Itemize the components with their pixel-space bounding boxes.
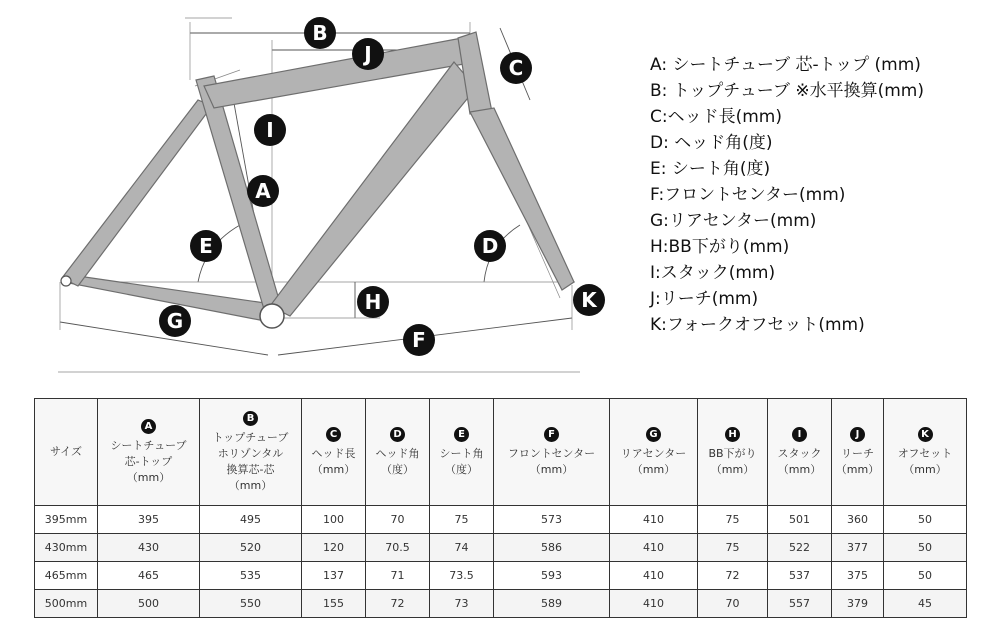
table-cell: 73: [430, 590, 494, 618]
table-cell: 379: [832, 590, 884, 618]
table-cell: 45: [884, 590, 967, 618]
header-label: ヘッド長 （mm）: [311, 447, 356, 476]
header-badge: G: [646, 427, 661, 442]
table-row: [35, 590, 967, 618]
table-cell: 50: [884, 506, 967, 534]
legend-item-e: E: シート角(度): [650, 159, 771, 179]
table-row: [35, 562, 967, 590]
table-header-cell: [768, 399, 832, 506]
table-header-cell: [302, 399, 366, 506]
table-cell: 74: [430, 534, 494, 562]
table-cell: 430mm: [35, 534, 98, 562]
svg-text:H: H: [364, 290, 382, 314]
table-cell: 520: [200, 534, 302, 562]
table-cell: 395: [98, 506, 200, 534]
table-cell: 70: [366, 506, 430, 534]
header-label: ヘッド角 （度）: [375, 447, 420, 476]
badge-d: [474, 230, 506, 262]
table-cell: 522: [768, 534, 832, 562]
svg-text:C: C: [508, 56, 524, 80]
table-header-cell: [832, 399, 884, 506]
table-cell: 137: [302, 562, 366, 590]
table-cell: 75: [698, 506, 768, 534]
table-cell: 395mm: [35, 506, 98, 534]
table-cell: 550: [200, 590, 302, 618]
legend-item-c: C:ヘッド長(mm): [650, 107, 782, 127]
header-label: トップチューブ ホリゾンタル 換算芯-芯 （mm）: [212, 431, 289, 492]
svg-text:D: D: [481, 234, 499, 258]
header-label: シートチューブ 芯-トップ （mm）: [110, 439, 187, 484]
legend-item-i: I:スタック(mm): [650, 263, 776, 283]
header-label: オフセット （mm）: [897, 447, 953, 476]
legend-item-j: J:リーチ(mm): [650, 289, 759, 309]
header-badge: E: [454, 427, 469, 442]
table-header-cell: [200, 399, 302, 506]
header-badge: A: [141, 419, 156, 434]
header-label: スタック （mm）: [777, 447, 822, 476]
table-cell: 537: [768, 562, 832, 590]
badge-b: [304, 17, 336, 49]
badge-e: [190, 230, 222, 262]
table-cell: 501: [768, 506, 832, 534]
table-cell: 465mm: [35, 562, 98, 590]
legend-item-b: B: トップチューブ ※水平換算(mm): [650, 81, 924, 101]
table-header-cell: [698, 399, 768, 506]
table-header-cell: [494, 399, 610, 506]
svg-text:F: F: [412, 328, 426, 352]
svg-text:E: E: [199, 234, 213, 258]
badge-f: [403, 324, 435, 356]
table-cell: 155: [302, 590, 366, 618]
svg-text:J: J: [364, 42, 372, 66]
table-cell: 500mm: [35, 590, 98, 618]
header-label: BB下がり （mm）: [708, 447, 757, 476]
badge-g: [159, 305, 191, 337]
badge-k: [573, 284, 605, 316]
table-cell: 73.5: [430, 562, 494, 590]
table-cell: 557: [768, 590, 832, 618]
table-header-row: [35, 399, 967, 506]
header-badge: H: [725, 427, 740, 442]
header-badge: I: [792, 427, 807, 442]
table-cell: 586: [494, 534, 610, 562]
table-header-cell: [430, 399, 494, 506]
table-cell: 360: [832, 506, 884, 534]
table-cell: 410: [610, 590, 698, 618]
table-cell: 410: [610, 562, 698, 590]
table-row: [35, 534, 967, 562]
table-header-cell: [610, 399, 698, 506]
table-cell: 70: [698, 590, 768, 618]
legend-item-k: K:フォークオフセット(mm): [650, 315, 865, 335]
table-cell: 71: [366, 562, 430, 590]
header-label: リーチ （mm）: [835, 447, 880, 476]
header-label: フロントセンター （mm）: [507, 447, 596, 476]
table-cell: 430: [98, 534, 200, 562]
table-cell: 465: [98, 562, 200, 590]
header-badge: K: [918, 427, 933, 442]
table-cell: 72: [366, 590, 430, 618]
header-badge: D: [390, 427, 405, 442]
table-header-cell: [35, 399, 98, 506]
table-cell: 377: [832, 534, 884, 562]
header-badge: B: [243, 411, 258, 426]
table-header-cell: [98, 399, 200, 506]
badge-j: [352, 38, 384, 70]
table-cell: 72: [698, 562, 768, 590]
table-row: [35, 506, 967, 534]
bike-frame: [61, 32, 574, 328]
header-badge: J: [850, 427, 865, 442]
table-cell: 500: [98, 590, 200, 618]
header-label: リアセンター （mm）: [620, 447, 687, 476]
badge-c: [500, 52, 532, 84]
header-label: シート角 （度）: [439, 447, 484, 476]
badge-a: [247, 175, 279, 207]
svg-text:G: G: [166, 309, 184, 333]
header-badge: C: [326, 427, 341, 442]
badge-i: [254, 114, 286, 146]
table-cell: 410: [610, 506, 698, 534]
svg-text:A: A: [255, 179, 271, 203]
svg-text:B: B: [312, 21, 328, 45]
dimension-legend: [650, 52, 924, 338]
table-cell: 593: [494, 562, 610, 590]
table-cell: 410: [610, 534, 698, 562]
legend-item-g: G:リアセンター(mm): [650, 211, 817, 231]
svg-text:I: I: [266, 118, 274, 142]
table-cell: 535: [200, 562, 302, 590]
svg-text:K: K: [581, 288, 597, 312]
table-header-cell: [884, 399, 967, 506]
table-cell: 573: [494, 506, 610, 534]
table-cell: 120: [302, 534, 366, 562]
table-cell: 495: [200, 506, 302, 534]
table-cell: 589: [494, 590, 610, 618]
table-cell: 50: [884, 534, 967, 562]
header-badge: F: [544, 427, 559, 442]
table-header-cell: [366, 399, 430, 506]
table-cell: 75: [698, 534, 768, 562]
table-cell: 75: [430, 506, 494, 534]
table-cell: 375: [832, 562, 884, 590]
frame-geometry-diagram: [0, 0, 640, 380]
legend-item-h: H:BB下がり(mm): [650, 237, 790, 257]
table-cell: 100: [302, 506, 366, 534]
badge-h: [357, 286, 389, 318]
legend-item-d: D: ヘッド角(度): [650, 133, 773, 153]
geometry-table: [34, 398, 967, 618]
legend-item-f: F:フロントセンター(mm): [650, 185, 846, 205]
table-cell: 70.5: [366, 534, 430, 562]
table-body: [35, 506, 967, 618]
legend-item-a: A: シートチューブ 芯-トップ (mm): [650, 55, 921, 75]
table-cell: 50: [884, 562, 967, 590]
header-label: サイズ: [49, 445, 83, 458]
